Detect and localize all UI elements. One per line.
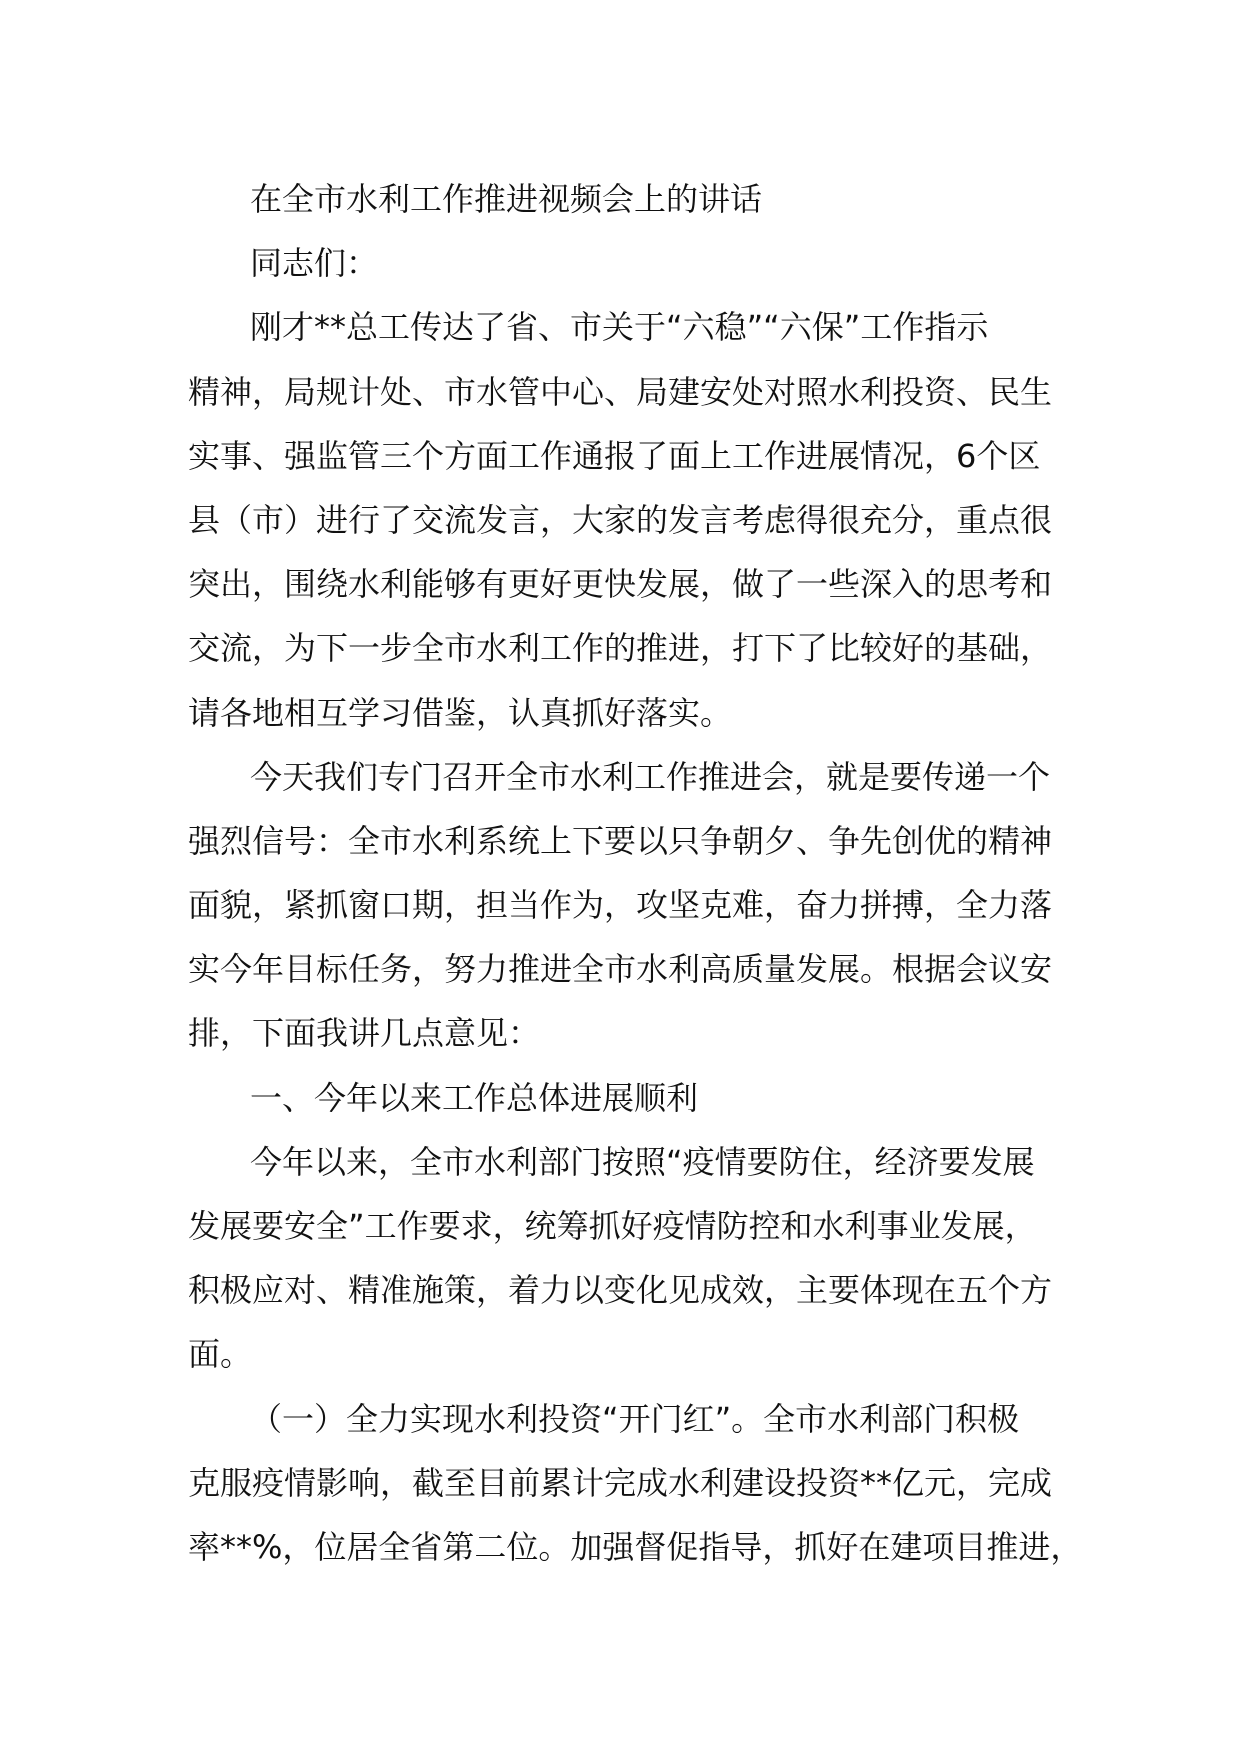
- paragraph-line: 实今年目标任务，努力推进全市水利高质量发展。根据会议安: [188, 950, 1053, 989]
- salutation: 同志们：: [250, 244, 379, 283]
- paragraph-line: 面。: [188, 1335, 253, 1374]
- paragraph-line: 突出，围绕水利能够有更好更快发展，做了一些深入的思考和: [188, 565, 1053, 604]
- paragraph-opening: [188, 295, 1058, 744]
- paragraph-line: 强烈信号：全市水利系统上下要以只争朝夕、争先创优的精神: [188, 821, 1053, 860]
- paragraph-line: 今天我们专门召开全市水利工作推进会，就是要传递一个: [250, 757, 1051, 796]
- paragraph-line: 实事、强监管三个方面工作通报了面上工作进展情况，6个区: [188, 436, 1041, 475]
- paragraph-line: 克服疫情影响，截至目前累计完成水利建设投资**亿元，完成: [188, 1463, 1053, 1502]
- section-heading-1: [188, 1066, 1058, 1130]
- paragraph-investment: [188, 1387, 1083, 1580]
- paragraph-line: 精神，局规计处、市水管中心、局建安处对照水利投资、民生: [188, 372, 1053, 411]
- paragraph-line: （一）全力实现水利投资“开门红”。全市水利部门积极: [250, 1399, 1020, 1438]
- paragraph-line: 发展要安全”工作要求，统筹抓好疫情防控和水利事业发展，: [188, 1207, 1037, 1245]
- paragraph-line: 县（市）进行了交流发言，大家的发言考虑得很充分，重点很: [188, 500, 1053, 539]
- paragraph-line: 率**%，位居全省第二位。加强督促指导，抓好在建项目推进，: [188, 1527, 1083, 1566]
- paragraph-line: 排，下面我讲几点意见：: [188, 1014, 541, 1053]
- document-title: 在全市水利工作推进视频会上的讲话: [250, 180, 763, 218]
- paragraph-purpose: [188, 745, 1058, 1066]
- paragraph-line: 今年以来，全市水利部门按照“疫情要防住，经济要发展: [250, 1142, 1035, 1181]
- paragraph-progress: [188, 1130, 1058, 1387]
- paragraph-line: 刚才**总工传达了省、市关于“六稳”“六保”工作指示: [250, 308, 989, 347]
- paragraph-line: 积极应对、精准施策，着力以变化见成效，主要体现在五个方: [188, 1271, 1053, 1310]
- paragraph-line: 请各地相互学习借鉴，认真抓好落实。: [188, 693, 733, 732]
- section-heading: 一、今年以来工作总体进展顺利: [250, 1078, 699, 1117]
- document-body: [188, 167, 1083, 1579]
- paragraph-line: 面貌，紧抓窗口期，担当作为，攻坚克难，奋力拼搏，全力落: [188, 886, 1053, 925]
- paragraph-line: 交流，为下一步全市水利工作的推进，打下了比较好的基础，: [188, 629, 1053, 668]
